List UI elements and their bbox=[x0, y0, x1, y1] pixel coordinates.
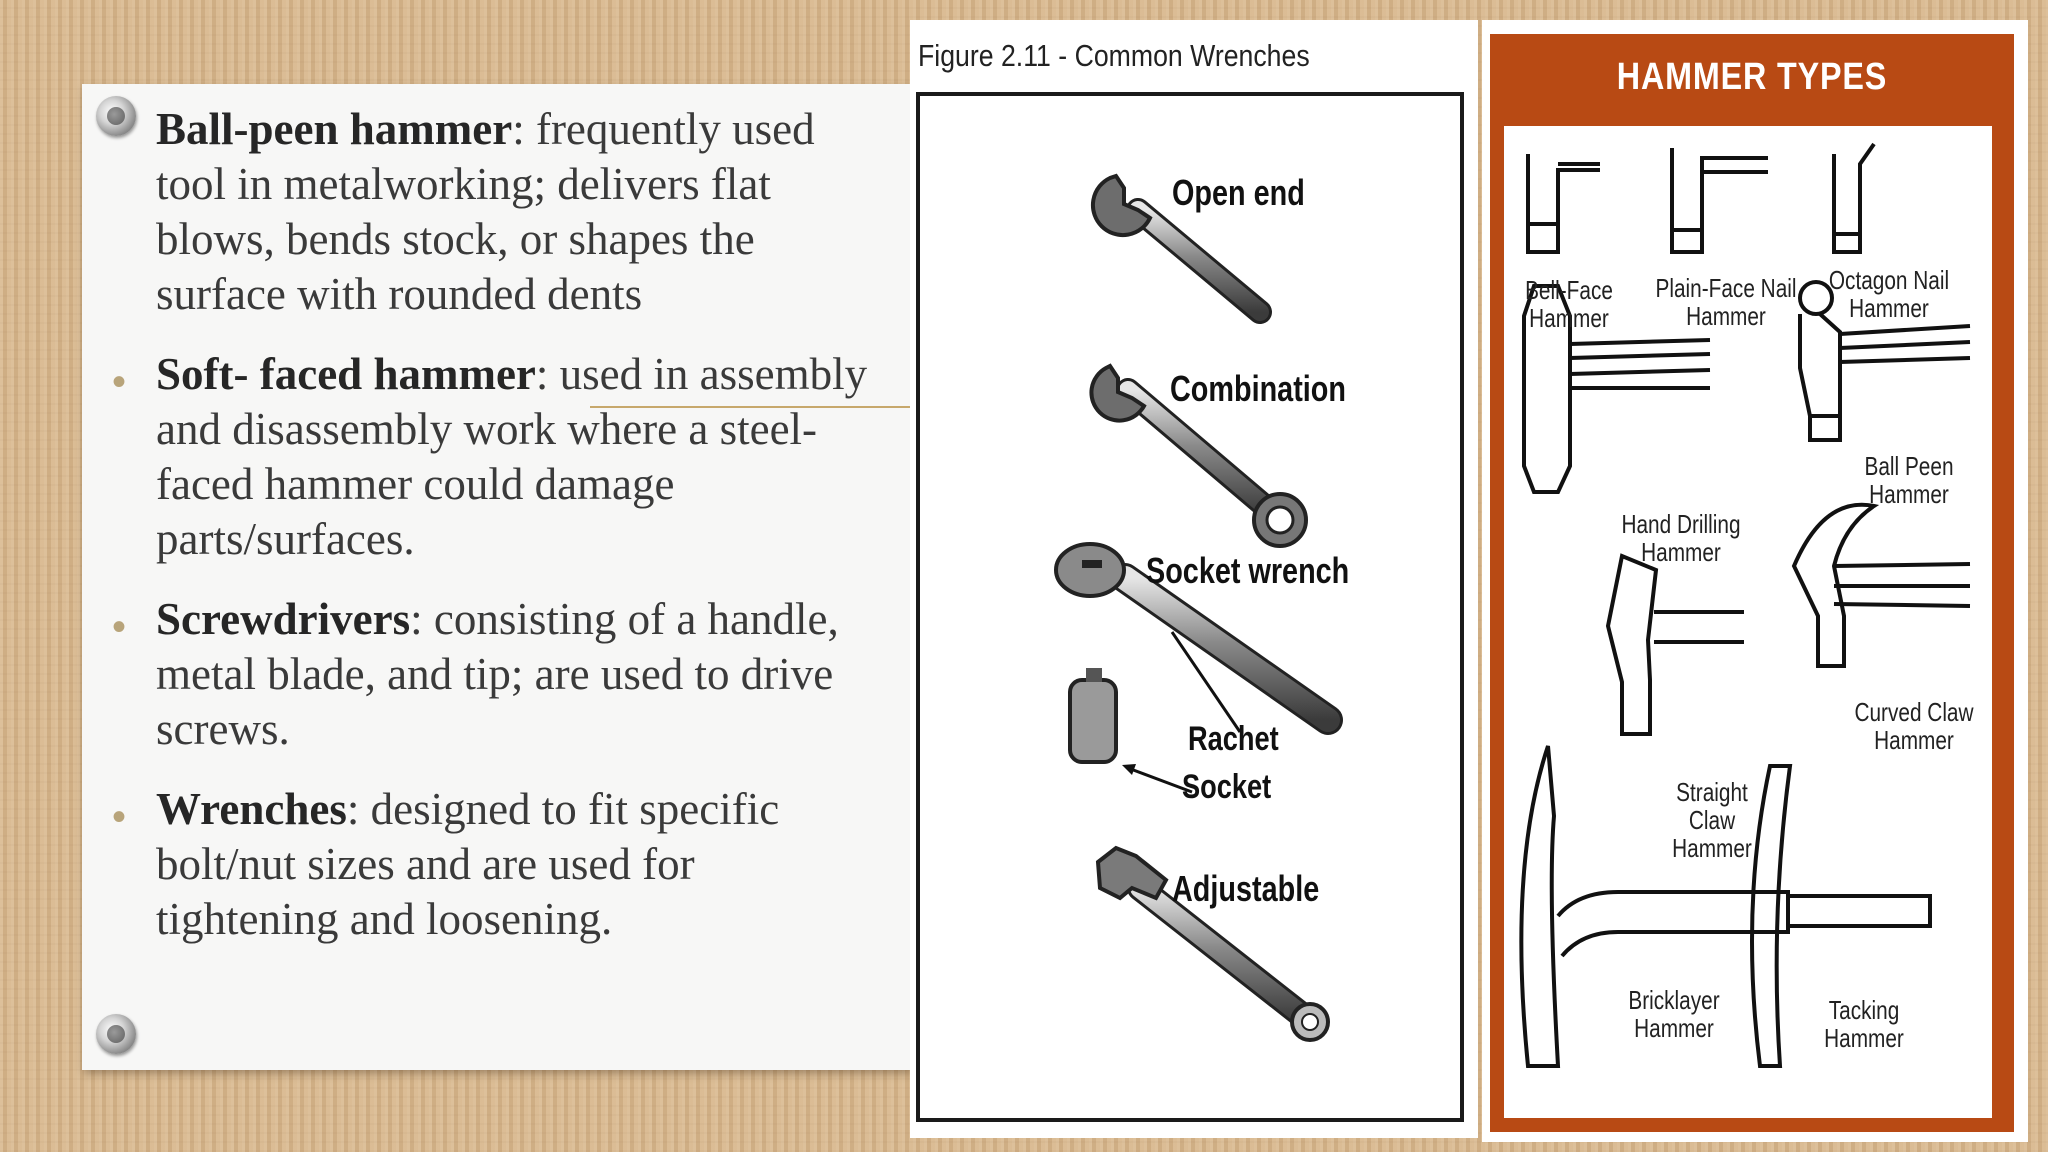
adjustable-label: Adjustable bbox=[1172, 868, 1320, 909]
combination-label: Combination bbox=[1170, 368, 1346, 409]
bell-face-hammer-icon bbox=[1528, 154, 1600, 252]
hammer-label: Bell-Face Hammer bbox=[1525, 275, 1613, 333]
bullet-term: Wrenches bbox=[156, 784, 347, 834]
poster-body bbox=[1504, 126, 1992, 1118]
hammer-figure bbox=[1482, 20, 2028, 1142]
bullet-text: : designed to fit specific bolt/nut sizes and are used for tightening and loosening. bbox=[156, 784, 780, 944]
straight-claw-hammer-icon bbox=[1608, 556, 1744, 734]
hammer-label: Straight Claw Hammer bbox=[1672, 777, 1752, 863]
hammer-label: Octagon Nail Hammer bbox=[1828, 265, 1950, 323]
bullet-text: : frequently used tool in metalworking; delivers flat blows, bends stock, or shapes the surface with rounded dents bbox=[156, 104, 815, 319]
bullet-dot-icon: • bbox=[112, 795, 127, 839]
curved-claw-hammer-icon bbox=[1794, 505, 1970, 666]
bullet-term: Soft- faced hammer bbox=[156, 349, 536, 399]
bullet-term: Screwdrivers bbox=[156, 594, 411, 644]
octagon-nail-hammer-icon bbox=[1834, 144, 1874, 252]
bullet-term: Ball-peen hammer bbox=[156, 104, 513, 154]
bullet-item bbox=[100, 347, 880, 567]
hammer-poster bbox=[1490, 34, 2014, 1132]
plain-face-hammer-icon bbox=[1672, 148, 1768, 252]
hammer-label: Ball Peen Hammer bbox=[1864, 451, 1954, 509]
bullet-dot-icon: • bbox=[112, 605, 127, 649]
hammer-label: Plain-Face Nail Hammer bbox=[1655, 273, 1797, 331]
hammer-label: Hand Drilling Hammer bbox=[1621, 509, 1741, 567]
bullet-dot-icon: • bbox=[112, 360, 127, 404]
bullet-text: : consisting of a handle, metal blade, and tip; are used to drive screws. bbox=[156, 594, 839, 754]
wrench-figure bbox=[910, 20, 1478, 1138]
figure-caption: Figure 2.11 - Common Wrenches bbox=[918, 38, 1310, 73]
hammer-label: Curved Claw Hammer bbox=[1854, 697, 1974, 755]
bullet-item bbox=[100, 592, 880, 757]
open-end-label: Open end bbox=[1172, 172, 1305, 213]
bullet-text: : used in assembly and disassembly work where a steel-faced hammer could damage parts/surfaces. bbox=[156, 349, 868, 564]
rachet-label: Rachet bbox=[1188, 720, 1279, 758]
socket-wrench-label: Socket wrench bbox=[1146, 550, 1350, 591]
poster-title: HAMMER TYPES bbox=[1616, 56, 1888, 98]
bullet-list bbox=[100, 102, 880, 972]
socket-label: Socket bbox=[1182, 768, 1272, 806]
bullet-item bbox=[100, 102, 880, 322]
pushpin-icon bbox=[96, 1014, 136, 1054]
hammer-label: Bricklayer Hammer bbox=[1628, 985, 1720, 1043]
hammer-label: Tacking Hammer bbox=[1824, 995, 1904, 1053]
bullet-item bbox=[100, 782, 880, 947]
